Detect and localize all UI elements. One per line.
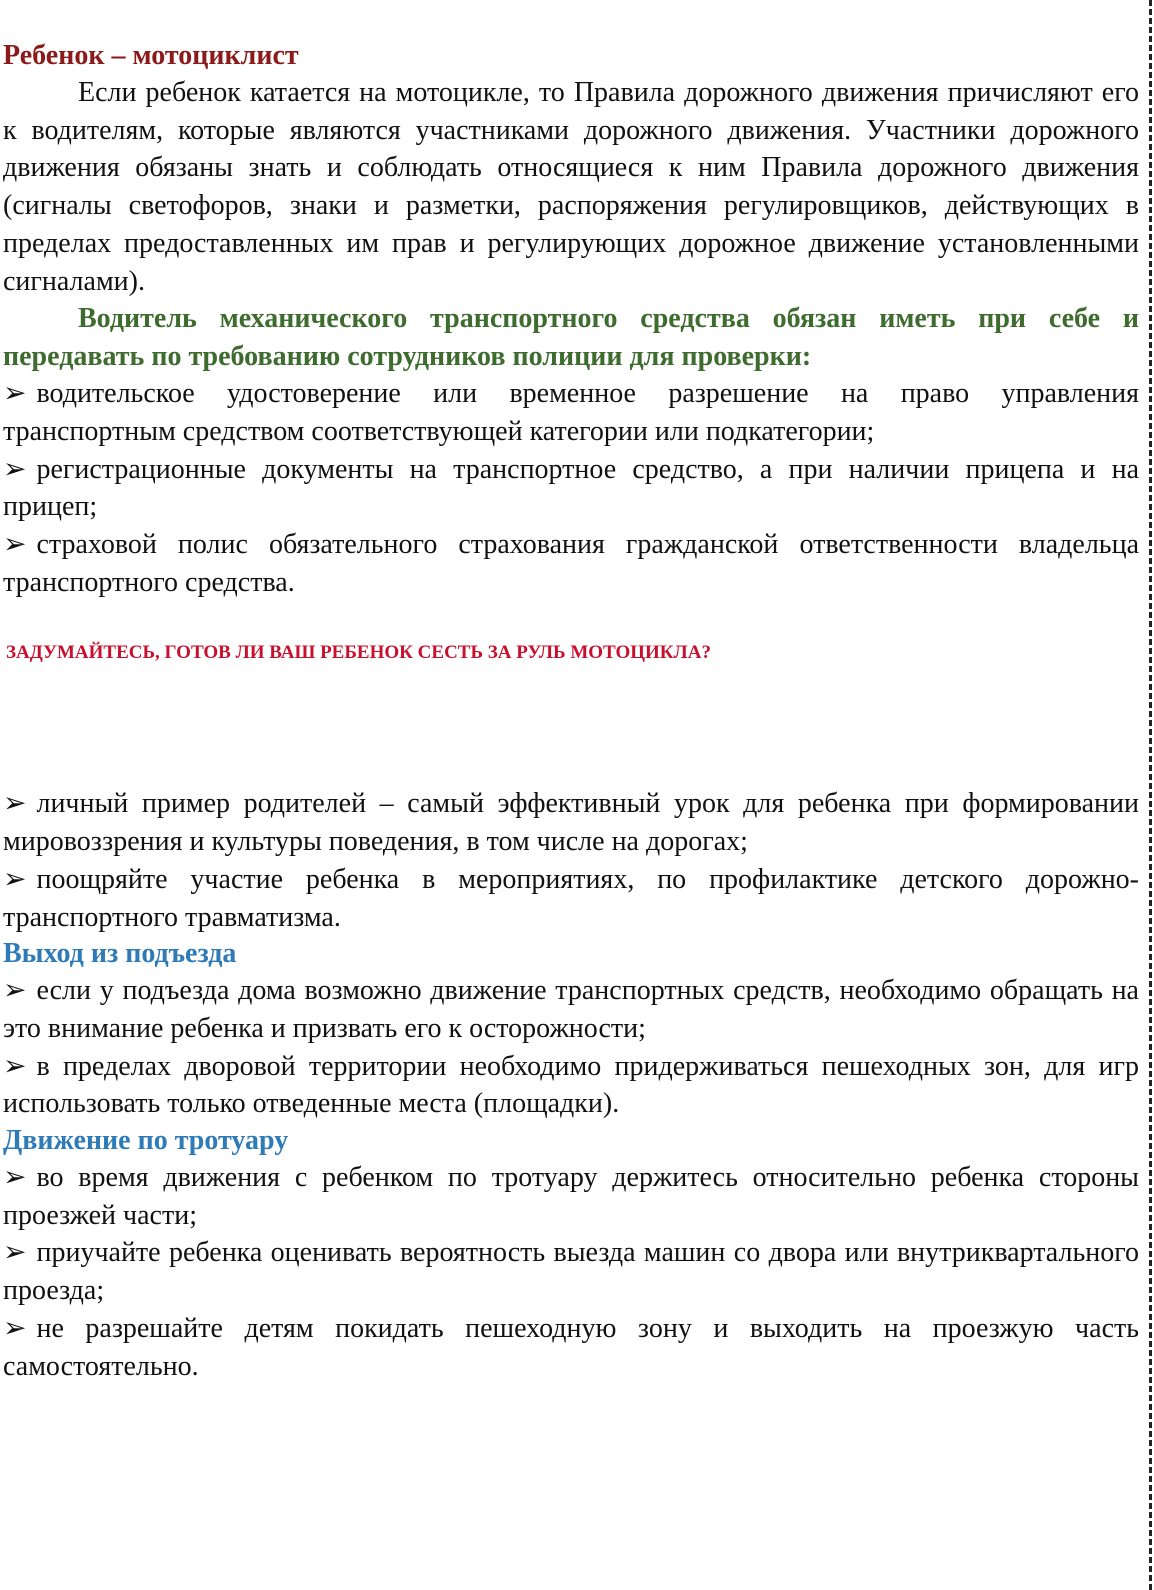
bullet-arrow-icon: ➢: [3, 863, 27, 895]
list-item: ➢ страховой полис обязательного страхования гражданской ответственности владельца транспортного средства.: [3, 529, 1139, 598]
motorcycle-warning: ЗАДУМАЙТЕСЬ, ГОТОВ ЛИ ВАШ РЕБЕНОК СЕСТЬ ЗА РУЛЬ МОТОЦИКЛА?: [6, 642, 711, 664]
list-item: ➢ личный пример родителей – самый эффективный урок для ребенка при формировании мировоззрения и культуры поведения, в том числе на дорогах;: [3, 788, 1139, 858]
section-title-exit: Выход из подъезда: [3, 938, 237, 970]
list-item: ➢ поощряйте участие ребенка в мероприятиях, по профилактике детского дорожно-транспортного травматизма.: [3, 863, 1139, 933]
bullet-arrow-icon: ➢: [3, 1237, 27, 1269]
blank-spacer: [3, 665, 1139, 785]
section-title-sidewalk: Движение по тротуару: [3, 1125, 289, 1157]
bullet-arrow-icon: ➢: [3, 788, 27, 820]
bullet-arrow-icon: ➢: [3, 975, 27, 1007]
bullet-arrow-icon: ➢: [3, 1312, 27, 1344]
bullet-arrow-icon: ➢: [3, 1162, 27, 1194]
list-item: ➢ если у подъезда дома возможно движение транспортных средств, необходимо обращать на это внимание ребенка и призвать его к осторожности;: [3, 975, 1139, 1044]
driver-documents-heading: Водитель механического транспортного средства обязан иметь при себе и передавать по требованию сотрудников полиции для проверки:: [3, 303, 1139, 372]
list-item: ➢ водительское удостоверение или временное разрешение на право управления транспортным средством соответствующей категории или подкатегории;: [3, 378, 1139, 447]
list-item: ➢ не разрешайте детям покидать пешеходную зону и выходить на проезжую часть самостоятельно.: [3, 1312, 1139, 1382]
cut-line-divider: [1149, 0, 1152, 1590]
section-title-moto: Ребенок – мотоциклист: [3, 40, 299, 71]
bullet-arrow-icon: ➢: [3, 453, 27, 485]
bullet-arrow-icon: ➢: [3, 378, 27, 410]
bullet-arrow-icon: ➢: [3, 529, 27, 561]
list-item: ➢ регистрационные документы на транспортное средство, а при наличии прицепа и на прицеп;: [3, 453, 1139, 523]
moto-paragraph: Если ребенок катается на мотоцикле, то Правила дорожного движения причисляют его к водителям, которые являются участниками дорожного движения. Участники дорожного движения обязаны знать и соблюдать относящиеся к ним Правила дорожного движения (сигналы светофоров, знаки и разметки, распоряжения регулировщиков, действующих в пределах предоставленных им прав и регулирующих дорожное движение установленными сигналами).: [3, 77, 1139, 297]
bullet-arrow-icon: ➢: [3, 1050, 27, 1082]
list-item: ➢ приучайте ребенка оценивать вероятность выезда машин со двора или внутриквартального проезда;: [3, 1237, 1139, 1307]
document-content: [3, 38, 1139, 1385]
list-item: ➢ во время движения с ребенком по тротуару держитесь относительно ребенка стороны проезжей части;: [3, 1162, 1139, 1231]
list-item: ➢ в пределах дворовой территории необходимо придерживаться пешеходных зон, для игр использовать только отведенные места (площадки).: [3, 1050, 1139, 1120]
